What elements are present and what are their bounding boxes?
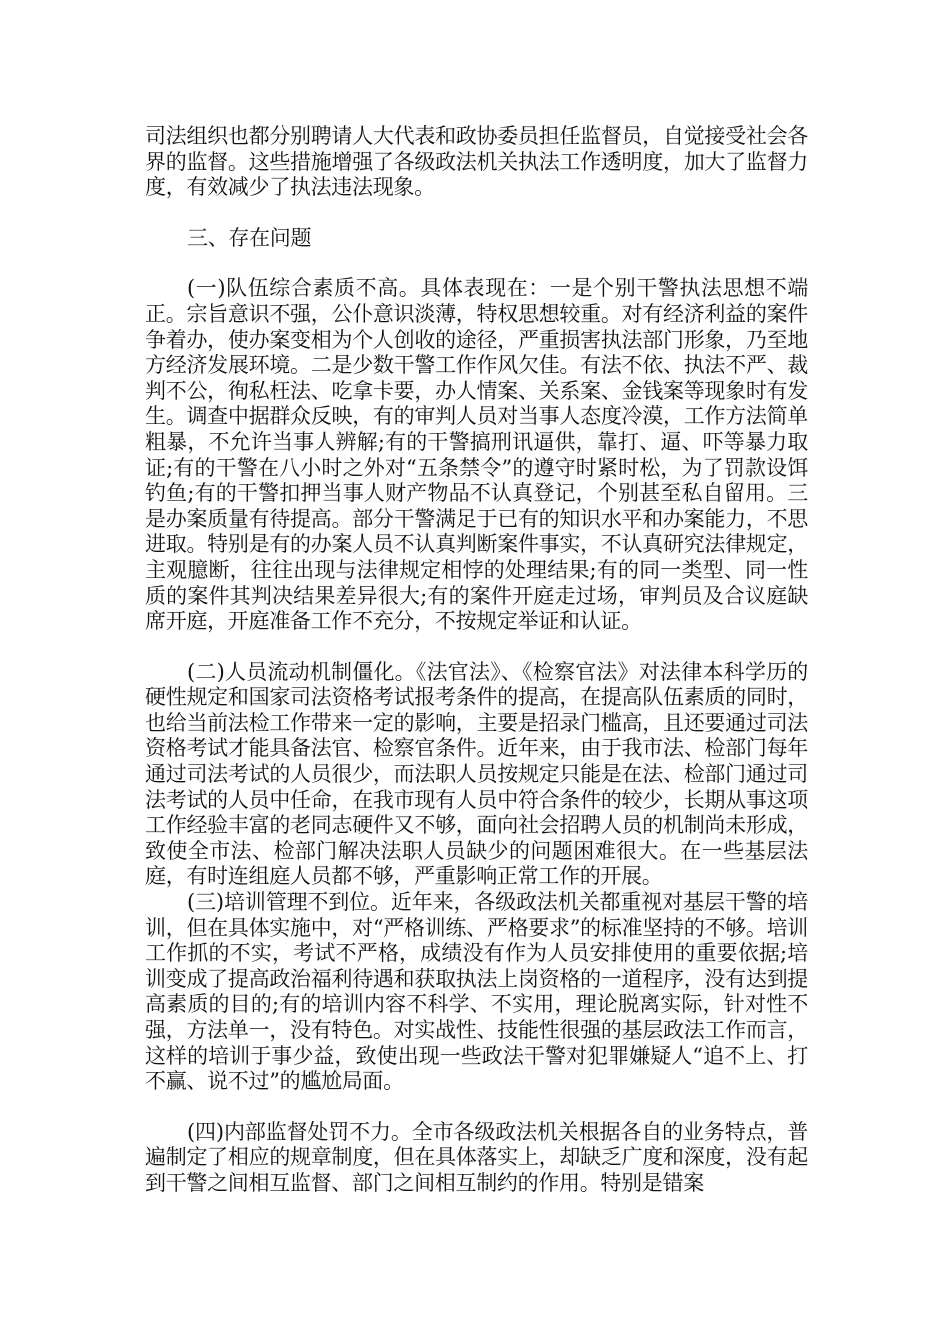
paragraph-internal-supervision: (四)内部监督处罚不力。全市各级政法机关根据各自的业务特点，普遍制定了相应的规章制度，但在具体落实上，却缺乏广度和深度，没有起到干警之间相互监督、部门之间相互制约的作用。特别是错案 (145, 1119, 808, 1195)
paragraph-team-quality: (一)队伍综合素质不高。具体表现在：一是个别干警执法思想不端正。宗旨意识不强，公仆意识淡薄，特权思想较重。对有经济利益的案件争着办，使办案变相为个人创收的途径，严重损害执法部门形象，乃至地方经济发展环境。二是少数干警工作作风欠佳。有法不依、执法不严、裁判不公，徇私枉法、吃拿卡要，办人情案、关系案、金钱案等现象时有发生。调查中据群众反映，有的审判人员对当事人态度冷漠，工作方法简单粗暴，不允许当事人辨解;有的干警搞刑讯逼供，靠打、逼、吓等暴力取证;有的干警在八小时之外对“五条禁令”的遵守时紧时松，为了罚款设饵钓鱼;有的干警扣押当事人财产物品不认真登记，个别甚至私自留用。三是办案质量有待提高。部分干警满足于已有的知识水平和办案能力，不思进取。特别是有的办案人员不认真判断案件事实，不认真研究法律规定，主观臆断，往往出现与法律规定相悖的处理结果;有的同一类型、同一性质的案件其判决结果差异很大;有的案件开庭走过场，审判员及合议庭缺席开庭，开庭准备工作不充分，不按规定举证和认证。 (145, 276, 808, 634)
document-body (145, 124, 808, 1197)
paragraph-training-management: (三)培训管理不到位。近年来，各级政法机关都重视对基层干警的培训，但在具体实施中，对“严格训练、严格要求”的标准坚持的不够。培训工作抓的不实，考试不严格，成绩没有作为人员安排使用的重要依据;培训变成了提高政治福利待遇和获取执法上岗资格的一道程序，没有达到提高素质的目的;有的培训内容不科学、不实用，理论脱离实际，针对性不强，方法单一，没有特色。对实战性、技能性很强的基层政法工作而言，这样的培训于事少益，致使出现一些政法干警对犯罪嫌疑人“追不上、打不赢、说不过”的尴尬局面。 (145, 890, 808, 1094)
paragraph-continuation: 司法组织也都分别聘请人大代表和政协委员担任监督员，自觉接受社会各界的监督。这些措施增强了各级政法机关执法工作透明度，加大了监督力度，有效减少了执法违法现象。 (145, 124, 808, 200)
paragraph-personnel-mobility: (二)人员流动机制僵化。《法官法》、《检察官法》对法律本科学历的硬性规定和国家司法资格考试报考条件的提高，在提高队伍素质的同时，也给当前法检工作带来一定的影响，主要是招录门槛高，且还要通过司法资格考试才能具备法官、检察官条件。近年来，由于我市法、检部门每年通过司法考试的人员很少，而法职人员按规定只能是在法、检部门通过司法考试的人员中任命，在我市现有人员中符合条件的较少，长期从事这项工作经验丰富的老同志硬件又不够，面向社会招聘人员的机制尚未形成，致使全市法、检部门解决法职人员缺少的问题困难很大。在一些基层法庭，有时连组庭人员都不够，严重影响正常工作的开展。 (145, 659, 808, 889)
section-heading: 三、存在问题 (187, 225, 312, 250)
